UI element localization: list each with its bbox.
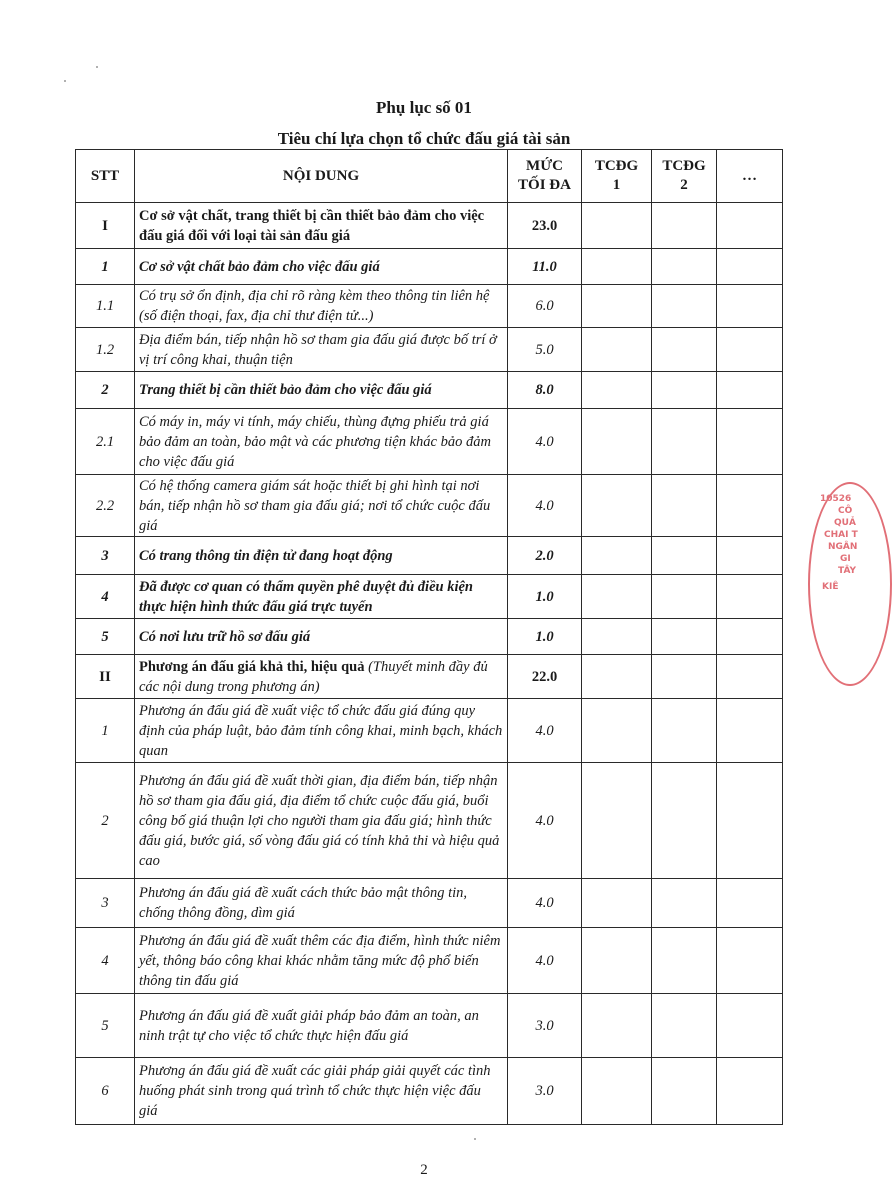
table-row bbox=[76, 475, 783, 537]
header-org-2 bbox=[652, 150, 717, 203]
row-stt: 3 bbox=[76, 537, 135, 575]
red-stamp: 10526 CÔ QUẢ CHAI T NGÂN GI TÂY KIÊ bbox=[808, 482, 892, 686]
score-cell bbox=[582, 409, 652, 475]
row-max-score: 1.0 bbox=[508, 575, 582, 619]
row-max-score: 4.0 bbox=[508, 763, 582, 879]
score-cell bbox=[582, 655, 652, 699]
table-row bbox=[76, 328, 783, 372]
score-cell bbox=[652, 372, 717, 409]
row-max-score: 23.0 bbox=[508, 203, 582, 249]
row-stt: I bbox=[76, 203, 135, 249]
score-cell bbox=[652, 994, 717, 1058]
score-cell bbox=[652, 203, 717, 249]
score-cell bbox=[652, 328, 717, 372]
table-row bbox=[76, 409, 783, 475]
header-content: NỘI DUNG bbox=[135, 150, 508, 203]
row-max-score: 6.0 bbox=[508, 285, 582, 328]
criteria-table bbox=[75, 149, 783, 1125]
header-org2-line2: 2 bbox=[680, 177, 688, 193]
row-stt: 1 bbox=[76, 249, 135, 285]
row-max-score: 8.0 bbox=[508, 372, 582, 409]
row-max-score: 5.0 bbox=[508, 328, 582, 372]
table-row bbox=[76, 928, 783, 994]
row-stt: 4 bbox=[76, 928, 135, 994]
row-stt: 2.2 bbox=[76, 475, 135, 537]
row-content: Địa điểm bán, tiếp nhận hồ sơ tham gia đấu giá được bố trí ở vị trí công khai, thuận tiện bbox=[135, 328, 508, 372]
score-cell bbox=[652, 763, 717, 879]
header-row bbox=[76, 150, 783, 203]
row-content: Có trang thông tin điện tử đang hoạt động bbox=[135, 537, 508, 575]
row-stt: 6 bbox=[76, 1058, 135, 1125]
row-stt: 2.1 bbox=[76, 409, 135, 475]
score-cell bbox=[652, 879, 717, 928]
table-row bbox=[76, 1058, 783, 1125]
row-stt: 5 bbox=[76, 994, 135, 1058]
score-cell bbox=[582, 372, 652, 409]
score-cell bbox=[582, 619, 652, 655]
table-row bbox=[76, 285, 783, 328]
row-max-score: 1.0 bbox=[508, 619, 582, 655]
table-row bbox=[76, 619, 783, 655]
header-org1-line1: TCĐG bbox=[594, 158, 639, 174]
row-stt: 1.1 bbox=[76, 285, 135, 328]
score-cell bbox=[652, 409, 717, 475]
row-stt: 5 bbox=[76, 619, 135, 655]
row-content: Đã được cơ quan có thẩm quyền phê duyệt đủ điều kiện thực hiện hình thức đấu giá trực tuyến bbox=[135, 575, 508, 619]
score-cell bbox=[717, 928, 783, 994]
row-max-score: 4.0 bbox=[508, 879, 582, 928]
header-org1-line2: 1 bbox=[612, 177, 621, 193]
row-content: Có hệ thống camera giám sát hoặc thiết bị ghi hình tại nơi bán, tiếp nhận hồ sơ tham gia đấu giá; nơi tổ chức cuộc đấu giá bbox=[135, 475, 508, 537]
row-stt: 2 bbox=[76, 372, 135, 409]
table-row bbox=[76, 537, 783, 575]
table-row bbox=[76, 372, 783, 409]
row-max-score: 4.0 bbox=[508, 475, 582, 537]
row-content: Phương án đấu giá đề xuất cách thức bảo mật thông tin, chống thông đồng, dìm giá bbox=[135, 879, 508, 928]
score-cell bbox=[652, 475, 717, 537]
header-org-1 bbox=[582, 150, 652, 203]
score-cell bbox=[717, 655, 783, 699]
row-max-score: 22.0 bbox=[508, 655, 582, 699]
score-cell bbox=[652, 1058, 717, 1125]
table-row bbox=[76, 699, 783, 763]
score-cell bbox=[717, 249, 783, 285]
header-max-line2: TỐI ĐA bbox=[518, 177, 571, 193]
table-row bbox=[76, 655, 783, 699]
row-max-score: 3.0 bbox=[508, 994, 582, 1058]
score-cell bbox=[582, 879, 652, 928]
header-stt: STT bbox=[76, 150, 135, 203]
row-max-score: 4.0 bbox=[508, 928, 582, 994]
score-cell bbox=[652, 575, 717, 619]
table-row bbox=[76, 994, 783, 1058]
score-cell bbox=[652, 537, 717, 575]
row-max-score: 3.0 bbox=[508, 1058, 582, 1125]
score-cell bbox=[582, 994, 652, 1058]
scan-speck bbox=[96, 66, 98, 68]
row-max-score: 4.0 bbox=[508, 699, 582, 763]
row-content: Cơ sở vật chất bảo đảm cho việc đấu giá bbox=[135, 249, 508, 285]
score-cell bbox=[652, 655, 717, 699]
score-cell bbox=[582, 575, 652, 619]
row-content: Trang thiết bị cần thiết bảo đảm cho việc đấu giá bbox=[135, 372, 508, 409]
header-max-score bbox=[508, 150, 582, 203]
score-cell bbox=[582, 475, 652, 537]
table-title: Tiêu chí lựa chọn tổ chức đấu giá tài sản bbox=[277, 129, 571, 148]
header-max-line1: MỨC bbox=[526, 158, 563, 174]
row-stt: 1 bbox=[76, 699, 135, 763]
row-stt: II bbox=[76, 655, 135, 699]
row-max-score: 11.0 bbox=[508, 249, 582, 285]
scan-speck bbox=[474, 1138, 476, 1140]
score-cell bbox=[717, 619, 783, 655]
score-cell bbox=[717, 763, 783, 879]
scan-speck bbox=[64, 80, 66, 82]
score-cell bbox=[717, 699, 783, 763]
score-cell bbox=[582, 699, 652, 763]
score-cell bbox=[582, 537, 652, 575]
score-cell bbox=[717, 1058, 783, 1125]
score-cell bbox=[652, 285, 717, 328]
row-content bbox=[135, 655, 508, 699]
score-cell bbox=[582, 203, 652, 249]
appendix-title: Phụ lục số 01 bbox=[376, 98, 472, 117]
score-cell bbox=[717, 328, 783, 372]
table-row bbox=[76, 249, 783, 285]
score-cell bbox=[652, 699, 717, 763]
score-cell bbox=[582, 249, 652, 285]
score-cell bbox=[652, 249, 717, 285]
row-stt: 1.2 bbox=[76, 328, 135, 372]
score-cell bbox=[652, 619, 717, 655]
table-row bbox=[76, 575, 783, 619]
score-cell bbox=[582, 328, 652, 372]
score-cell bbox=[717, 879, 783, 928]
score-cell bbox=[652, 928, 717, 994]
row-content: Phương án đấu giá đề xuất giải pháp bảo đảm an toàn, an ninh trật tự cho việc tổ chức thực hiện đấu giá bbox=[135, 994, 508, 1058]
score-cell bbox=[717, 994, 783, 1058]
row-content-main: Phương án đấu giá khả thi, hiệu quả bbox=[139, 658, 365, 675]
score-cell bbox=[582, 928, 652, 994]
row-content: Có máy in, máy vi tính, máy chiếu, thùng đựng phiếu trả giá bảo đảm an toàn, bảo mật và các phương tiện khác bảo đảm cho việc đấu giá bbox=[135, 409, 508, 475]
score-cell bbox=[717, 372, 783, 409]
score-cell bbox=[582, 763, 652, 879]
row-max-score: 2.0 bbox=[508, 537, 582, 575]
row-content: Có nơi lưu trữ hồ sơ đấu giá bbox=[135, 619, 508, 655]
score-cell bbox=[582, 285, 652, 328]
row-content-note: (Thuyết minh đầy đủ các nội dung trong phương án) bbox=[139, 658, 488, 695]
header-org2-line1: TCĐG bbox=[662, 158, 706, 174]
table-row bbox=[76, 763, 783, 879]
score-cell bbox=[717, 203, 783, 249]
score-cell bbox=[717, 575, 783, 619]
row-content: Phương án đấu giá đề xuất việc tổ chức đấu giá đúng quy định của pháp luật, bảo đảm tính công khai, minh bạch, khách quan bbox=[135, 699, 508, 763]
row-stt: 4 bbox=[76, 575, 135, 619]
row-content: Cơ sở vật chất, trang thiết bị cần thiết bảo đảm cho việc đấu giá đối với loại tài sản đấu giá bbox=[135, 203, 508, 249]
score-cell bbox=[717, 285, 783, 328]
score-cell bbox=[582, 1058, 652, 1125]
row-content: Phương án đấu giá đề xuất thêm các địa điểm, hình thức niêm yết, thông báo công khai khác nhằm tăng mức độ phổ biến thông tin đấu giá bbox=[135, 928, 508, 994]
row-stt: 2 bbox=[76, 763, 135, 879]
row-content: Phương án đấu giá đề xuất thời gian, địa điểm bán, tiếp nhận hồ sơ tham gia đấu giá, địa điểm tổ chức cuộc đấu giá, buổi công bố giá thuận lợi cho người tham gia đấu giá; hình thức đấu giá, bước giá, số vòng đấu giá có tính khả thi và hiệu quả cao bbox=[135, 763, 508, 879]
score-cell bbox=[717, 409, 783, 475]
row-content: Phương án đấu giá đề xuất các giải pháp giải quyết các tình huống phát sinh trong quá trình tổ chức thực hiện việc đấu giá bbox=[135, 1058, 508, 1125]
score-cell bbox=[717, 475, 783, 537]
table-row bbox=[76, 879, 783, 928]
table-row bbox=[76, 203, 783, 249]
row-stt: 3 bbox=[76, 879, 135, 928]
header-more: … bbox=[717, 150, 783, 203]
row-content: Có trụ sở ổn định, địa chỉ rõ ràng kèm theo thông tin liên hệ (số điện thoại, fax, địa chỉ thư điện tử...) bbox=[135, 285, 508, 328]
score-cell bbox=[717, 537, 783, 575]
row-max-score: 4.0 bbox=[508, 409, 582, 475]
page-number: 2 bbox=[420, 1162, 428, 1178]
